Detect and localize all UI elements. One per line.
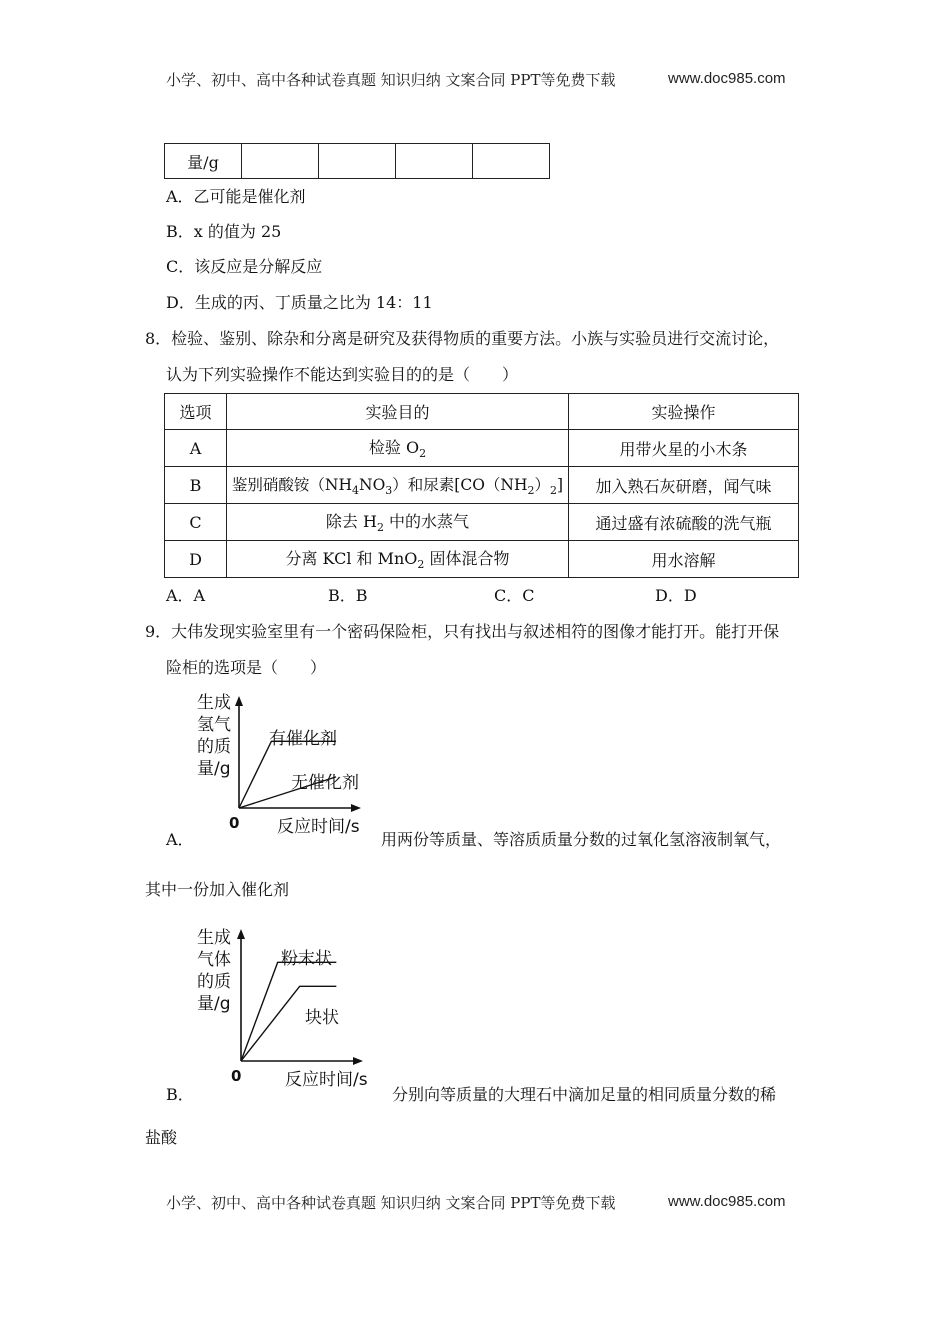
page-header xyxy=(166,69,616,90)
q7-cell xyxy=(473,144,550,179)
series-label: 有催化剂 xyxy=(269,729,337,749)
x-axis-arrow xyxy=(351,804,361,812)
y-axis-label: 生成 xyxy=(197,928,231,948)
table-row xyxy=(165,541,799,578)
header-text: 小学、初中、高中各种试卷真题 知识归纳 文案合同 PPT等免费下载 xyxy=(166,71,616,89)
table-row xyxy=(165,504,799,541)
q9-option-a-label[interactable]: A． xyxy=(166,830,194,849)
q8-cell-goal: 分离 KCl 和 MnO$_2$ 固体混合物 xyxy=(227,541,569,578)
q8-answer-b[interactable]: B．B xyxy=(328,586,368,605)
q9-option-b-desc1: 分别向等质量的大理石中滴加足量的相同质量分数的稀 xyxy=(392,1085,777,1104)
series-label: 无催化剂 xyxy=(291,773,359,793)
q8-header-operation: 实验操作 xyxy=(569,394,799,430)
q7-row-label: 量/g xyxy=(165,144,242,179)
x-axis-label: 反应时间/s xyxy=(285,1070,368,1090)
q9-option-b-label[interactable]: B． xyxy=(166,1085,194,1104)
q9-option-b-desc2: 盐酸 xyxy=(145,1128,178,1147)
footer-text: 小学、初中、高中各种试卷真题 知识归纳 文案合同 PPT等免费下载 xyxy=(166,1194,616,1212)
y-axis-label: 生成 xyxy=(197,693,231,713)
series-label: 粉末状 xyxy=(281,949,332,969)
q8-cell-operation: 加入熟石灰研磨，闻气味 xyxy=(569,467,799,504)
y-axis-label: 的质 xyxy=(197,737,231,757)
origin-label: 0 xyxy=(231,1067,242,1085)
q9-option-a-desc2: 其中一份加入催化剂 xyxy=(145,880,290,899)
q8-cell-goal: 鉴别硝酸铵$(NH_4NO_3)$和尿素$[CO(NH_2)_2]$ xyxy=(227,467,569,504)
q8-table xyxy=(164,393,799,578)
q8-cell-goal: 除去 $H_2$ 中的水蒸气 xyxy=(227,504,569,541)
q7-cell xyxy=(396,144,473,179)
header-site[interactable] xyxy=(668,69,786,87)
q8-cell-operation: 用水溶解 xyxy=(569,541,799,578)
header-site-link[interactable]: www.doc985.com xyxy=(668,70,786,87)
footer-site[interactable] xyxy=(668,1192,786,1210)
q8-header-goal: 实验目的 xyxy=(227,394,569,430)
y-axis-label: 量/g xyxy=(197,994,231,1014)
y-axis-arrow xyxy=(237,929,245,939)
y-axis-label: 氢气 xyxy=(197,715,231,735)
q8-stem-line2: 认为下列实验操作不能达到实验目的的是（ ） xyxy=(166,365,519,384)
q9-stem-line1: 9．大伟发现实验室里有一个密码保险柜，只有找出与叙述相符的图像才能打开。能打开保 xyxy=(145,622,780,641)
q9-stem-line2: 险柜的选项是（ ） xyxy=(166,658,327,677)
q9-option-a-desc1: 用两份等质量、等溶质质量分数的过氧化氢溶液制氧气， xyxy=(381,830,782,849)
q8-cell-operation: 通过盛有浓硫酸的洗气瓶 xyxy=(569,504,799,541)
q8-cell-goal: 检验 $O_2$ xyxy=(227,430,569,467)
q7-table xyxy=(164,143,550,179)
table-row xyxy=(165,430,799,467)
series-label: 块状 xyxy=(305,1008,339,1028)
q7-option-b[interactable]: B．x 的值为 25 xyxy=(166,222,282,241)
y-axis-label: 量/g xyxy=(197,759,231,779)
q7-cell xyxy=(319,144,396,179)
y-axis-arrow xyxy=(235,696,243,706)
x-axis-arrow xyxy=(353,1057,363,1065)
q8-answer-a[interactable]: A．A xyxy=(166,586,206,605)
chart-b[interactable] xyxy=(195,923,385,1095)
y-axis-label: 气体 xyxy=(197,950,231,970)
q8-header-option: 选项 xyxy=(165,394,227,430)
q8-answer-c[interactable]: C．C xyxy=(494,586,535,605)
origin-label: 0 xyxy=(229,814,240,832)
q8-cell-option: C xyxy=(165,504,227,541)
q7-option-a[interactable]: A．乙可能是催化剂 xyxy=(166,187,306,206)
q7-option-d[interactable]: D．生成的丙、丁质量之比为 14：11 xyxy=(166,293,433,312)
q8-cell-operation: 用带火星的小木条 xyxy=(569,430,799,467)
q7-cell xyxy=(242,144,319,179)
q8-answer-d[interactable]: D．D xyxy=(655,586,697,605)
y-axis-label: 的质 xyxy=(197,972,231,992)
footer-site-link[interactable]: www.doc985.com xyxy=(668,1193,786,1210)
chart-a[interactable] xyxy=(195,688,380,843)
q8-cell-option: B xyxy=(165,467,227,504)
page-footer xyxy=(166,1192,616,1213)
q8-cell-option: D xyxy=(165,541,227,578)
q7-option-c[interactable]: C．该反应是分解反应 xyxy=(166,257,323,276)
table-row xyxy=(165,467,799,504)
q8-cell-option: A xyxy=(165,430,227,467)
q8-stem-line1: 8．检验、鉴别、除杂和分离是研究及获得物质的重要方法。小族与实验员进行交流讨论， xyxy=(145,329,780,348)
x-axis-label: 反应时间/s xyxy=(277,817,360,837)
